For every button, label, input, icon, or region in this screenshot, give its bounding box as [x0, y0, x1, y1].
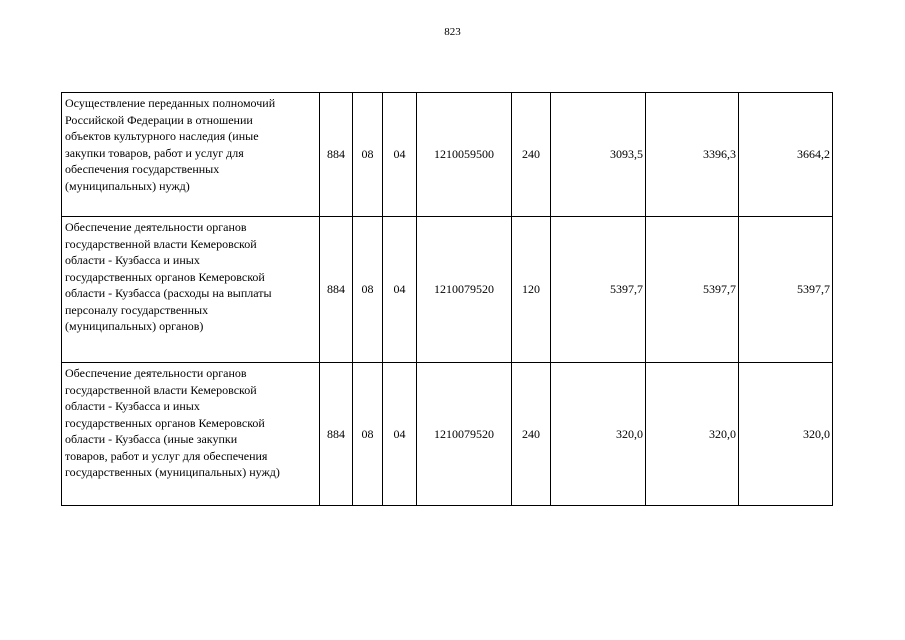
budget-table [61, 92, 833, 506]
table-row [62, 363, 833, 506]
expense-type-cell: 120 [512, 217, 551, 363]
target-article-cell: 1210059500 [417, 93, 512, 217]
expense-type-cell: 240 [512, 363, 551, 506]
amount-cell-1: 3093,5 [551, 93, 646, 217]
name-line: государственных органов Кемеровской [65, 269, 265, 284]
target-article-cell: 1210079520 [417, 217, 512, 363]
page-number: 823 [444, 26, 461, 38]
subsection-code-cell: 04 [383, 363, 417, 506]
expense-name-cell [62, 363, 320, 506]
section-code-cell: 08 [353, 217, 383, 363]
amount-cell-2: 3396,3 [646, 93, 739, 217]
name-line: (муниципальных) органов) [65, 319, 204, 333]
name-line: персоналу государственных [65, 302, 209, 317]
name-line: (муниципальных) нужд) [65, 178, 190, 193]
name-line: государственной власти Кемеровской [65, 382, 257, 397]
name-line: Обеспечение деятельности органов [65, 220, 247, 234]
table-row [62, 93, 833, 217]
subsection-code-cell: 04 [383, 93, 417, 217]
name-line: товаров, работ и услуг для обеспечения [65, 448, 268, 463]
amount-cell-1: 5397,7 [551, 217, 646, 363]
name-line: области - Кузбасса и иных [65, 399, 200, 413]
name-line: области - Кузбасса (расходы на выплаты [65, 286, 272, 300]
name-line: государственной власти Кемеровской [65, 236, 257, 251]
name-line: обеспечения государственных [65, 162, 220, 176]
section-code-cell: 08 [353, 363, 383, 506]
name-line: области - Кузбасса и иных [65, 253, 200, 267]
name-line: государственных органов Кемеровской [65, 415, 265, 430]
name-line: закупки товаров, работ и услуг для [65, 145, 244, 160]
expense-name-cell [62, 217, 320, 363]
amount-cell-3: 5397,7 [739, 217, 833, 363]
target-article-cell: 1210079520 [417, 363, 512, 506]
amount-cell-2: 5397,7 [646, 217, 739, 363]
name-line: Обеспечение деятельности органов [65, 366, 247, 380]
ministry-code-cell: 884 [320, 93, 353, 217]
ministry-code-cell: 884 [320, 363, 353, 506]
name-line: Осуществление переданных полномочий [65, 96, 276, 110]
amount-cell-2: 320,0 [646, 363, 739, 506]
subsection-code-cell: 04 [383, 217, 417, 363]
name-line: области - Кузбасса (иные закупки [65, 432, 238, 446]
expense-type-cell: 240 [512, 93, 551, 217]
amount-cell-3: 320,0 [739, 363, 833, 506]
section-code-cell: 08 [353, 93, 383, 217]
name-line: государственных (муниципальных) нужд) [65, 465, 280, 479]
name-line: объектов культурного наследия (иные [65, 129, 259, 143]
name-line: Российской Федерации в отношении [65, 112, 253, 127]
table-row [62, 217, 833, 363]
amount-cell-3: 3664,2 [739, 93, 833, 217]
ministry-code-cell: 884 [320, 217, 353, 363]
expense-name-cell [62, 93, 320, 217]
amount-cell-1: 320,0 [551, 363, 646, 506]
